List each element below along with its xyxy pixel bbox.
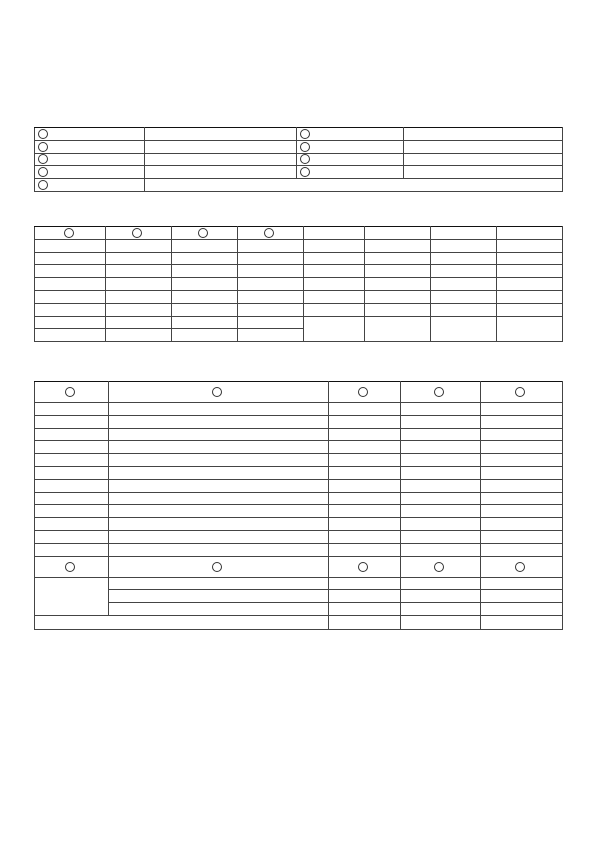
table-row [35, 479, 563, 492]
income [106, 290, 172, 303]
month [304, 239, 365, 252]
expense-month [35, 505, 109, 518]
count [329, 428, 401, 441]
payee [401, 441, 481, 454]
domestic-expense-table [34, 381, 563, 630]
table-row [35, 590, 563, 603]
count [329, 530, 401, 543]
purpose [109, 415, 329, 428]
purpose [109, 603, 329, 616]
payee [401, 590, 481, 603]
info-label [35, 179, 145, 192]
expense [431, 290, 497, 303]
item-number-icon [515, 562, 525, 572]
info-value [145, 128, 297, 141]
amount [481, 454, 563, 467]
balance [497, 265, 563, 278]
payee [401, 615, 481, 629]
expense-month [35, 543, 109, 556]
purpose [109, 577, 329, 590]
count [329, 492, 401, 505]
balance [238, 290, 304, 303]
expense-month [35, 479, 109, 492]
info-value [404, 166, 563, 179]
month [35, 290, 106, 303]
item-number-icon [38, 154, 48, 164]
count [329, 403, 401, 416]
total-row [35, 615, 563, 629]
balance-total [497, 303, 563, 316]
table-row [35, 492, 563, 505]
count [329, 441, 401, 454]
income [106, 239, 172, 252]
column-header [401, 556, 481, 577]
item-number-icon [38, 129, 48, 139]
payee [401, 479, 481, 492]
item-number-icon [434, 562, 444, 572]
info-label [297, 166, 404, 179]
payee [401, 454, 481, 467]
balance [497, 290, 563, 303]
table-row [35, 441, 563, 454]
payee [401, 505, 481, 518]
expense-month [35, 441, 109, 454]
income [106, 278, 172, 291]
balance [238, 278, 304, 291]
purpose [109, 466, 329, 479]
count [329, 454, 401, 467]
purpose [109, 543, 329, 556]
table-row [35, 466, 563, 479]
item-number-icon [300, 167, 310, 177]
info-row [35, 166, 563, 179]
info-label [35, 140, 145, 153]
column-header [109, 382, 329, 403]
column-header [481, 382, 563, 403]
expense [172, 265, 238, 278]
item-number-icon [300, 142, 310, 152]
purpose [109, 505, 329, 518]
info-label [297, 140, 404, 153]
expense-month [35, 454, 109, 467]
column-header [431, 227, 497, 240]
income-expense-table [34, 226, 563, 342]
header-row [35, 382, 563, 403]
column-header [35, 382, 109, 403]
beneficiaries [329, 603, 401, 616]
column-header [106, 227, 172, 240]
table-row [35, 415, 563, 428]
balance [238, 265, 304, 278]
count [329, 543, 401, 556]
expense-month [35, 428, 109, 441]
amount [481, 577, 563, 590]
column-header [109, 556, 329, 577]
expense [172, 239, 238, 252]
expense-month [35, 530, 109, 543]
balance [238, 329, 304, 342]
item-number-icon [38, 167, 48, 177]
column-header [35, 556, 109, 577]
item-number-icon [64, 228, 74, 238]
item-number-icon [358, 387, 368, 397]
header-row [35, 556, 563, 577]
balance [497, 239, 563, 252]
purpose [109, 479, 329, 492]
amount [481, 466, 563, 479]
purpose [109, 492, 329, 505]
column-header [329, 382, 401, 403]
basic-info-table [34, 127, 563, 192]
income [106, 329, 172, 342]
expense [172, 329, 238, 342]
column-header [481, 556, 563, 577]
income [365, 278, 431, 291]
info-value [145, 153, 297, 166]
income [365, 265, 431, 278]
info-value [145, 166, 297, 179]
income [365, 290, 431, 303]
month [304, 278, 365, 291]
table-row [35, 543, 563, 556]
payee [401, 415, 481, 428]
month [35, 239, 106, 252]
item-number-icon [198, 228, 208, 238]
payee [401, 466, 481, 479]
table-row [35, 518, 563, 531]
month [35, 278, 106, 291]
purpose [109, 403, 329, 416]
income [106, 316, 172, 329]
carryover-label [304, 316, 365, 342]
beneficiaries [329, 590, 401, 603]
amount [481, 428, 563, 441]
amount [481, 603, 563, 616]
expense-month [35, 492, 109, 505]
balance [238, 316, 304, 329]
column-header [238, 227, 304, 240]
info-label [297, 153, 404, 166]
expense [431, 278, 497, 291]
total-label [304, 303, 365, 316]
amount [481, 543, 563, 556]
payee [401, 543, 481, 556]
column-header [365, 227, 431, 240]
info-row [35, 179, 563, 192]
payee [401, 530, 481, 543]
info-row [35, 153, 563, 166]
total-label [35, 615, 329, 629]
balance [497, 252, 563, 265]
balance [497, 316, 563, 342]
table-row [35, 577, 563, 590]
expense [431, 265, 497, 278]
payee [401, 492, 481, 505]
amount [481, 415, 563, 428]
table-row [35, 403, 563, 416]
income [106, 265, 172, 278]
count [329, 518, 401, 531]
table-row [35, 303, 563, 316]
expense [172, 316, 238, 329]
month [35, 265, 106, 278]
table-row [35, 252, 563, 265]
expense-month [35, 415, 109, 428]
income [365, 316, 431, 342]
table-row [35, 428, 563, 441]
item-number-icon [38, 180, 48, 190]
item-number-icon [38, 142, 48, 152]
expense [172, 303, 238, 316]
income [106, 252, 172, 265]
info-label [35, 128, 145, 141]
month [304, 290, 365, 303]
table-row [35, 278, 563, 291]
info-row [35, 128, 563, 141]
month [35, 329, 106, 342]
income-total [365, 303, 431, 316]
balance [238, 239, 304, 252]
expense [431, 239, 497, 252]
amount [481, 479, 563, 492]
item-number-icon [300, 129, 310, 139]
purpose [109, 518, 329, 531]
month [35, 303, 106, 316]
purpose [109, 441, 329, 454]
income [365, 239, 431, 252]
item-number-icon [264, 228, 274, 238]
expense [172, 290, 238, 303]
item-number-icon [434, 387, 444, 397]
purpose [109, 454, 329, 467]
column-header [401, 382, 481, 403]
table-row [35, 316, 563, 329]
purpose [109, 428, 329, 441]
amount [481, 492, 563, 505]
purpose [109, 530, 329, 543]
header-row [35, 227, 563, 240]
payee [401, 518, 481, 531]
balance [238, 303, 304, 316]
expense-month [35, 403, 109, 416]
info-label [297, 128, 404, 141]
table-row [35, 454, 563, 467]
info-value [145, 140, 297, 153]
expense [431, 252, 497, 265]
table-row [35, 603, 563, 616]
item-number-icon [515, 387, 525, 397]
table-row [35, 239, 563, 252]
amount [481, 403, 563, 416]
count [329, 415, 401, 428]
item-number-icon [300, 154, 310, 164]
payee [401, 428, 481, 441]
address-value [145, 179, 563, 192]
info-value [404, 140, 563, 153]
expense [172, 278, 238, 291]
item-number-icon [212, 387, 222, 397]
item-number-icon [65, 387, 75, 397]
expense-month [35, 466, 109, 479]
amount [481, 505, 563, 518]
item-number-icon [65, 562, 75, 572]
month [304, 265, 365, 278]
info-value [404, 128, 563, 141]
amount [481, 518, 563, 531]
total-amount [481, 615, 563, 629]
amount [481, 441, 563, 454]
count [329, 466, 401, 479]
income [365, 252, 431, 265]
item-number-icon [132, 228, 142, 238]
column-header [497, 227, 563, 240]
month [35, 252, 106, 265]
expense-total [431, 303, 497, 316]
total-count [329, 615, 401, 629]
month [35, 316, 106, 329]
payee [401, 577, 481, 590]
column-header [304, 227, 365, 240]
amount [481, 530, 563, 543]
column-header [35, 227, 106, 240]
column-header [172, 227, 238, 240]
expense [431, 316, 497, 342]
info-label [35, 153, 145, 166]
purpose [109, 590, 329, 603]
table-row [35, 530, 563, 543]
info-value [404, 153, 563, 166]
balance [497, 278, 563, 291]
month [304, 252, 365, 265]
info-label [35, 166, 145, 179]
payee [401, 603, 481, 616]
count [329, 505, 401, 518]
income [106, 303, 172, 316]
beneficiaries [329, 577, 401, 590]
info-row [35, 140, 563, 153]
count [329, 479, 401, 492]
item-number-icon [358, 562, 368, 572]
table-row [35, 265, 563, 278]
column-header [329, 556, 401, 577]
expense-month [35, 518, 109, 531]
table-row [35, 505, 563, 518]
year [35, 577, 109, 615]
table-row [35, 290, 563, 303]
expense [172, 252, 238, 265]
amount [481, 590, 563, 603]
balance [238, 252, 304, 265]
payee [401, 403, 481, 416]
item-number-icon [212, 562, 222, 572]
